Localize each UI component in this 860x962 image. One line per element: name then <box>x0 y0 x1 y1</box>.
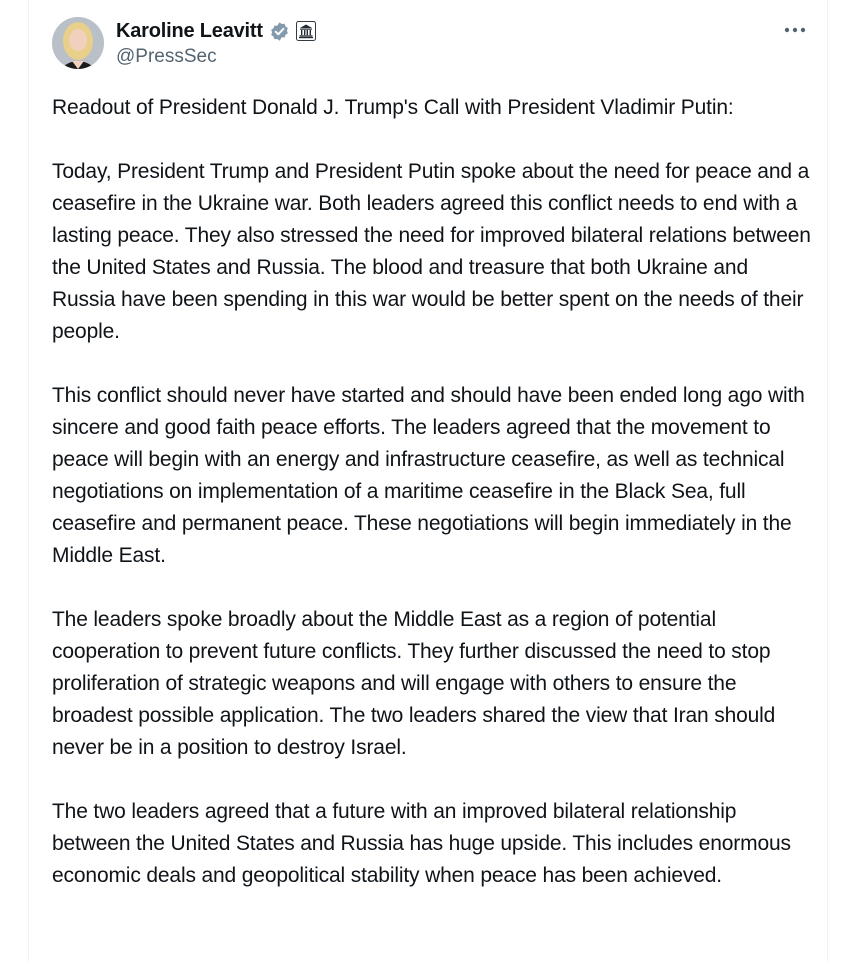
tweet-paragraph: The two leaders agreed that a future with an improved bilateral relationship between the United States and Russia has huge upside. This includes enormous economic deals and geopolitical stability when peace has been achieved. <box>52 800 791 887</box>
tweet-paragraph: The leaders spoke broadly about the Middle East as a region of potential cooperation to prevent future conflicts. They further discussed the need to stop proliferation of strategic weapons and will engage with others to ensure the broadest possible application. The two leaders shared the view that Iran should never be in a position to destroy Israel. <box>52 608 776 759</box>
tweet-text <box>52 92 812 924</box>
avatar[interactable] <box>52 17 104 69</box>
author-name[interactable]: Karoline Leavitt <box>116 19 263 42</box>
tweet-paragraph: Readout of President Donald J. Trump's Call with President Vladimir Putin: <box>52 96 734 119</box>
author-name-row <box>116 19 316 43</box>
tweet-paragraph: This conflict should never have started and should have been ended long ago with sincere and good faith peace efforts. The leaders agreed that the movement to peace will begin with an energy and infrastructure ceasefire, as well as technical negotiations on implementation of a maritime ceasefire in the Black Sea, full ceasefire and permanent peace. These negotiations will begin immediately in the Middle East. <box>52 384 805 567</box>
author-handle[interactable]: @PressSec <box>116 46 217 67</box>
government-affiliation-icon[interactable] <box>296 21 316 41</box>
tweet-paragraph: Today, President Trump and President Putin spoke about the need for peace and a ceasefire in the Ukraine war. Both leaders agreed this conflict needs to end with a lasting peace. They also stressed the need for improved bilateral relations between the United States and Russia. The blood and treasure that both Ukraine and Russia have been spending in this war would be better spent on the needs of their people. <box>52 160 811 343</box>
more-options-icon[interactable] <box>783 20 807 40</box>
verified-badge-icon[interactable] <box>269 21 290 42</box>
